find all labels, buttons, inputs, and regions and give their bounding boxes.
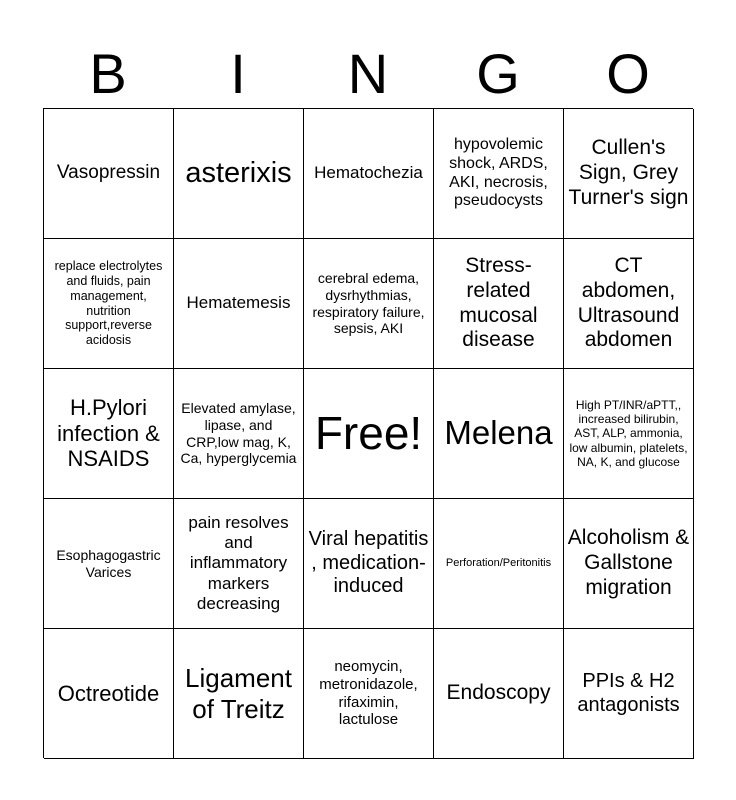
bingo-cell[interactable]: Endoscopy: [434, 629, 564, 759]
bingo-cell[interactable]: Viral hepatitis , medication-induced: [304, 499, 434, 629]
bingo-cell[interactable]: Ligament of Treitz: [174, 629, 304, 759]
bingo-cell[interactable]: Cullen's Sign, Grey Turner's sign: [564, 109, 694, 239]
bingo-cell[interactable]: H.Pylori infection & NSAIDS: [44, 369, 174, 499]
bingo-cell[interactable]: Alcoholism & Gallstone migration: [564, 499, 694, 629]
bingo-cell[interactable]: Stress-related mucosal disease: [434, 239, 564, 369]
bingo-grid: [43, 108, 693, 758]
bingo-cell[interactable]: Elevated amylase, lipase, and CRP,low mag, K, Ca, hyperglycemia: [174, 369, 304, 499]
bingo-cell[interactable]: cerebral edema, dysrhythmias, respiratory failure, sepsis, AKI: [304, 239, 434, 369]
bingo-cell[interactable]: replace electrolytes and fluids, pain management, nutrition support,reverse acidosis: [44, 239, 174, 369]
bingo-cell[interactable]: Hematochezia: [304, 109, 434, 239]
bingo-cell[interactable]: neomycin, metronidazole, rifaximin, lactulose: [304, 629, 434, 759]
bingo-cell[interactable]: Hematemesis: [174, 239, 304, 369]
header-letter-b: B: [89, 42, 127, 105]
bingo-cell[interactable]: Esophagogastric Varices: [44, 499, 174, 629]
header-letter-n: N: [347, 42, 389, 105]
bingo-cell[interactable]: PPIs & H2 antagonists: [564, 629, 694, 759]
bingo-cell[interactable]: Vasopressin: [44, 109, 174, 239]
bingo-cell[interactable]: CT abdomen, Ultrasound abdomen: [564, 239, 694, 369]
bingo-cell[interactable]: pain resolves and inflammatory markers decreasing: [174, 499, 304, 629]
bingo-cell[interactable]: hypovolemic shock, ARDS, AKI, necrosis, pseudocysts: [434, 109, 564, 239]
bingo-cell[interactable]: Melena: [434, 369, 564, 499]
header-letter-o: O: [606, 42, 650, 105]
bingo-header: [43, 40, 693, 108]
bingo-cell[interactable]: Perforation/Peritonitis: [434, 499, 564, 629]
header-letter-i: I: [230, 42, 246, 105]
bingo-cell[interactable]: asterixis: [174, 109, 304, 239]
bingo-cell[interactable]: High PT/INR/aPTT,, increased bilirubin, AST, ALP, ammonia, low albumin, platelets, NA, K, and glucose: [564, 369, 694, 499]
header-letter-g: G: [476, 42, 520, 105]
free-space[interactable]: Free!: [304, 369, 434, 499]
bingo-cell[interactable]: Octreotide: [44, 629, 174, 759]
